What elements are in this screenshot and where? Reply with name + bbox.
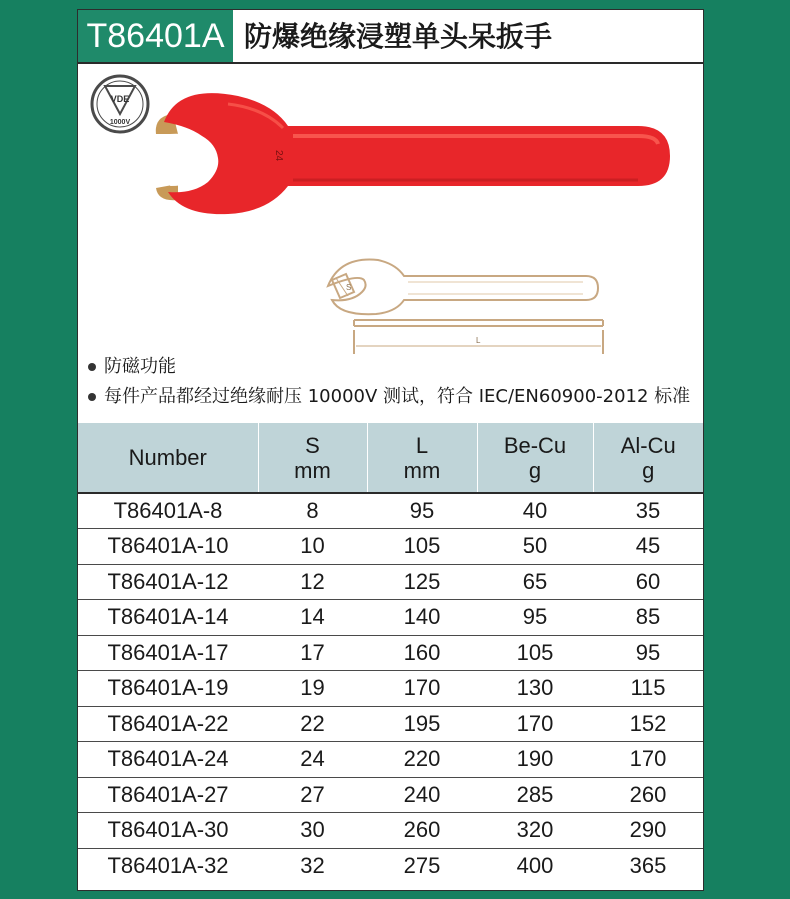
table-row xyxy=(78,742,703,778)
title-bar xyxy=(78,10,703,64)
cell-number: T86401A-32 xyxy=(107,853,229,878)
cell-number: T86401A-12 xyxy=(107,568,229,594)
vde-letters: VDE xyxy=(110,94,130,104)
cell-l: 95 xyxy=(409,498,435,523)
cell-l: 160 xyxy=(403,639,441,665)
cell-l: 140 xyxy=(403,604,441,630)
table-row xyxy=(78,671,703,707)
product-title: 防爆绝缘浸塑单头呆扳手 xyxy=(244,20,553,53)
cell-al-cu: 170 xyxy=(629,746,667,772)
cell-be-cu: 400 xyxy=(516,853,554,878)
table-row xyxy=(78,600,703,636)
cell-al-cu: 85 xyxy=(635,604,661,630)
header-be-cu: Be-Cu g xyxy=(477,423,593,493)
cell-al-cu: 115 xyxy=(630,675,666,701)
table-row xyxy=(78,493,703,529)
wrench-size-mark: 24 xyxy=(273,150,284,162)
spec-table-body xyxy=(78,493,703,884)
cell-number: T86401A-17 xyxy=(107,639,229,665)
cell-al-cu: 152 xyxy=(629,710,667,736)
table-row xyxy=(78,635,703,671)
cell-be-cu: 190 xyxy=(516,746,554,772)
cell-l: 275 xyxy=(403,853,441,878)
cell-al-cu: 60 xyxy=(635,568,661,594)
table-row xyxy=(78,813,703,849)
cell-s: 14 xyxy=(300,604,325,630)
table-row xyxy=(78,529,703,565)
bullet-icon xyxy=(88,393,96,401)
cell-al-cu: 260 xyxy=(629,781,667,807)
table-row xyxy=(78,777,703,813)
cell-be-cu: 65 xyxy=(522,568,548,594)
product-illustration xyxy=(78,64,703,354)
feature-text: 每件产品都经过绝缘耐压 10000V 测试，符合 IEC/EN60900-2012 标准 xyxy=(104,386,691,407)
cell-s: 8 xyxy=(306,498,319,523)
vde-badge xyxy=(92,76,148,132)
cell-be-cu: 130 xyxy=(516,675,554,701)
dimension-s-label: S xyxy=(346,283,352,292)
cell-l: 170 xyxy=(403,675,441,701)
cell-number: T86401A-10 xyxy=(107,533,229,559)
spec-table-header xyxy=(78,423,703,493)
cell-be-cu: 320 xyxy=(516,817,554,843)
cell-s: 10 xyxy=(300,533,325,559)
cell-s: 22 xyxy=(300,710,325,736)
cell-l: 240 xyxy=(403,781,441,807)
cell-be-cu: 105 xyxy=(516,639,554,665)
wrench-photo xyxy=(156,93,670,214)
cell-s: 19 xyxy=(300,675,325,701)
product-code: T86401A xyxy=(78,10,233,62)
wrench-drawing xyxy=(328,260,603,354)
cell-s: 12 xyxy=(300,568,325,594)
cell-number: T86401A-24 xyxy=(107,746,229,772)
table-row xyxy=(78,564,703,600)
cell-al-cu: 35 xyxy=(635,498,661,523)
cell-s: 17 xyxy=(300,639,325,665)
cell-s: 27 xyxy=(300,781,325,807)
cell-l: 260 xyxy=(403,817,441,843)
product-card xyxy=(77,9,704,891)
table-row xyxy=(78,848,703,884)
header-s: S mm xyxy=(258,423,367,493)
feature-item xyxy=(88,352,698,382)
header-l: L mm xyxy=(367,423,477,493)
cell-number: T86401A-30 xyxy=(107,817,229,843)
cell-number: T86401A-27 xyxy=(107,781,229,807)
header-al-cu: Al-Cu g xyxy=(620,432,676,483)
feature-item xyxy=(88,382,698,412)
cell-s: 24 xyxy=(300,746,325,772)
vde-voltage: 1000V xyxy=(109,119,131,126)
cell-l: 220 xyxy=(403,746,441,772)
cell-be-cu: 95 xyxy=(522,604,548,630)
spec-table xyxy=(78,423,703,884)
cell-l: 195 xyxy=(403,710,441,736)
cell-s: 32 xyxy=(300,853,325,878)
cell-al-cu: 365 xyxy=(629,853,667,878)
wrench-illustration xyxy=(78,64,703,354)
cell-l: 105 xyxy=(403,533,441,559)
feature-list xyxy=(88,352,698,412)
cell-al-cu: 290 xyxy=(629,817,667,843)
cell-number: T86401A-22 xyxy=(107,710,229,736)
cell-be-cu: 285 xyxy=(516,781,554,807)
cell-s: 30 xyxy=(300,817,325,843)
cell-be-cu: 40 xyxy=(522,498,548,523)
header-number: Number xyxy=(78,423,258,493)
cell-al-cu: 95 xyxy=(635,639,661,665)
cell-be-cu: 50 xyxy=(522,533,548,559)
table-row xyxy=(78,706,703,742)
bullet-icon xyxy=(88,363,96,371)
cell-be-cu: 170 xyxy=(516,710,554,736)
cell-l: 125 xyxy=(403,568,441,594)
cell-number: T86401A-8 xyxy=(113,498,223,523)
cell-al-cu: 45 xyxy=(635,533,661,559)
feature-text: 防磁功能 xyxy=(104,356,176,377)
cell-number: T86401A-14 xyxy=(107,604,229,630)
dimension-l-label: L xyxy=(476,336,481,345)
cell-number: T86401A-19 xyxy=(107,675,229,701)
